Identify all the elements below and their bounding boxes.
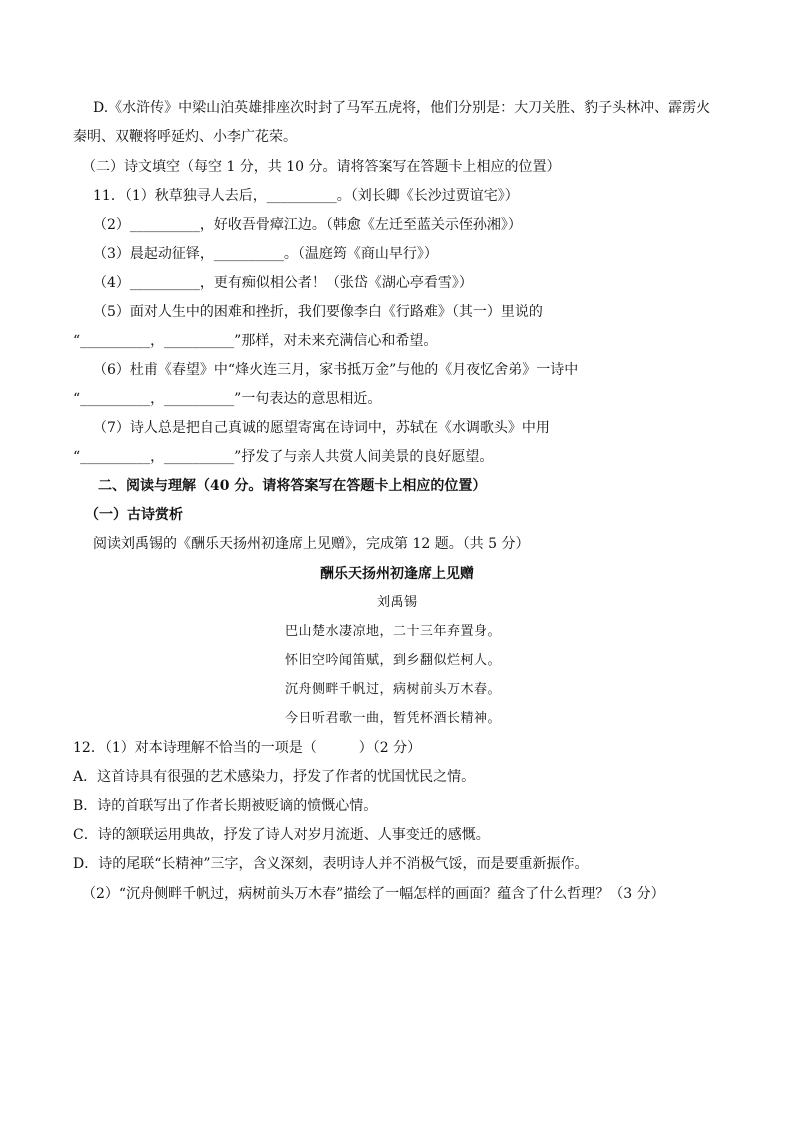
poem-title: 酬乐天扬州初逢席上见赠 <box>320 566 474 582</box>
poem-line: 怀旧空吟闻笛赋，到乡翻似烂柯人。 <box>285 653 502 668</box>
option-d-line-2: 秦明、双鞭将呼延灼、小李广花荣。 <box>73 129 297 145</box>
option-a: A．这首诗具有很强的艺术感染力，抒发了作者的忧国忧民之情。 <box>73 769 476 785</box>
question-11-6-line-1: （6）杜甫《春望》中“烽火连三月，家书抵万金”与他的《月夜忆舍弟》一诗中 <box>93 362 579 378</box>
poem-line: 今日听君歌一曲，暂凭杯酒长精神。 <box>285 711 502 726</box>
question-11-5-line-1: （5）面对人生中的困难和挫折，我们要像李白《行路难》（其一）里说的 <box>93 304 543 320</box>
question-11-4: （4）__________，更有痴似相公者！（张岱《湖心亭看雪》） <box>93 275 473 291</box>
question-12-2: （2）“沉舟侧畔千帆过，病树前头万木春”描绘了一幅怎样的画面？蕴含了什么哲理？（3 分） <box>82 886 665 902</box>
question-11-7-line-1: （7）诗人总是把自己真诚的愿望寄寓在诗词中，苏轼在《水调歌头》中用 <box>93 420 550 436</box>
section-heading: （二）诗文填空（每空 1 分，共 10 分。请将答案写在答题卡上相应的位置） <box>82 159 561 175</box>
option-c: C．诗的颔联运用典故，抒发了诗人对岁月流逝、人事变迁的感慨。 <box>73 827 490 843</box>
section-heading: 二、阅读与理解（40 分。请将答案写在答题卡上相应的位置） <box>98 478 487 494</box>
question-11-3: （3）晨起动征铎，__________。（温庭筠《商山早行》） <box>93 246 438 262</box>
option-d: D．诗的尾联“长精神”三字，含义深刻，表明诗人并不消极气馁，而是要重新振作。 <box>73 856 589 872</box>
question-11-2: （2）__________，好收吾骨瘴江边。（韩愈《左迁至蓝关示侄孙湘》） <box>93 217 522 233</box>
option-d-line-1: D.《水浒传》中梁山泊英雄排座次时封了马军五虎将，他们分别是：大刀关胜、豹子头林冲、霹雳火 <box>93 100 711 116</box>
option-b: B．诗的首联写出了作者长期被贬谪的愤慨心情。 <box>73 798 378 814</box>
poem-line: 沉舟侧畔千帆过，病树前头万木春。 <box>285 682 502 697</box>
question-11-7-line-2: “__________，__________”抒发了与亲人共赏人间美景的良好愿望。 <box>73 449 494 465</box>
poem-author: 刘禹锡 <box>377 595 418 610</box>
sub-heading: （一）古诗赏析 <box>85 507 183 523</box>
reading-instruction: 阅读刘禹锡的《酬乐天扬州初逢席上见赠》，完成第 12 题。（共 5 分） <box>93 536 530 552</box>
question-12-1: 12．（1）对本诗理解不恰当的一项是（ ）（2 分） <box>73 740 422 756</box>
poem-line: 巴山楚水凄凉地，二十三年弃置身。 <box>285 624 502 639</box>
question-11-1: 11．（1）秋草独寻人去后，__________。（刘长卿《长沙过贾谊宅》） <box>93 188 519 204</box>
question-11-6-line-2: “__________，__________”一句表达的意思相近。 <box>73 391 382 407</box>
question-11-5-line-2: “__________，__________”那样，对未来充满信心和希望。 <box>73 333 438 349</box>
